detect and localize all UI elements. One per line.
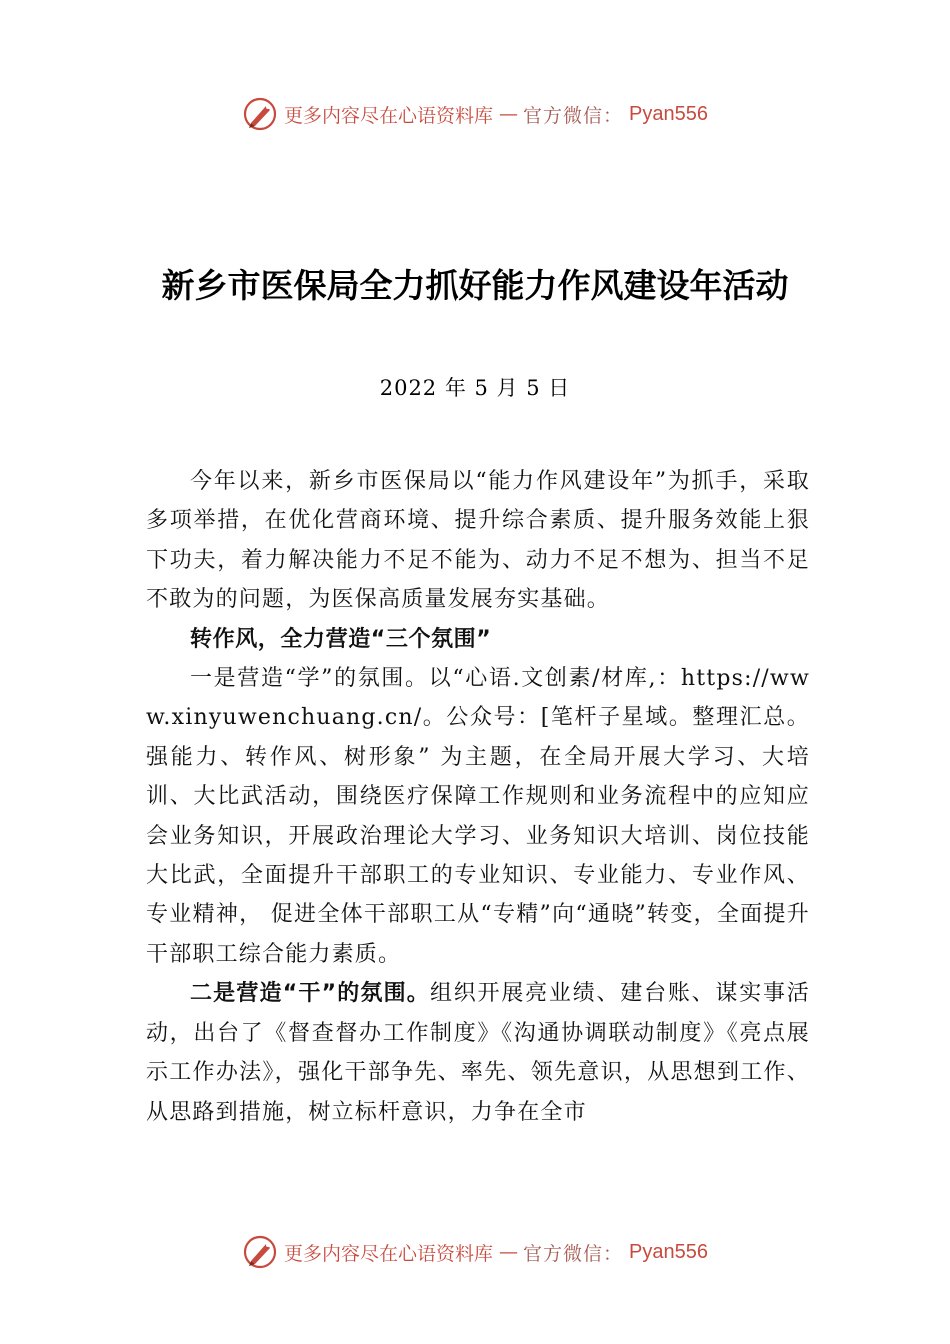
article-body — [146, 462, 810, 1132]
paragraph-work — [146, 974, 810, 1132]
paragraph-work-text: 组织开展亮业绩、建台账、谋实事活动，出台了《督查督办工作制度》《沟通协调联动制度》《亮点展示工作办法》，强化干部争先、率先、领先意识，从思想到工作、从思路到措施，树立标杆意识，力争在全市 — [146, 981, 810, 1125]
intro-paragraph: 今年以来，新乡市医保局以“能力作风建设年”为抓手，采取多项举措，在优化营商环境、提升综合素质、提升服务效能上狠下功夫，着力解决能力不足不能为、动力不足不想为、担当不足不敢为的问题，为医保高质量发展夯实基础。 — [146, 469, 810, 613]
watermark-wechat-id: Pyan556 — [629, 102, 708, 125]
pen-logo-icon — [242, 1234, 278, 1270]
footer-watermark — [0, 1232, 950, 1272]
watermark-text: 更多内容尽在心语资料库 — [284, 1242, 494, 1265]
article-title: 新乡市医保局全力抓好能力作风建设年活动 — [161, 266, 789, 305]
article-date: 2022 年 5 月 5 日 — [379, 376, 571, 400]
watermark-separator: — — [499, 1241, 518, 1263]
watermark-separator: — — [499, 103, 518, 125]
pen-logo-icon — [242, 96, 278, 132]
watermark-wechat-id: Pyan556 — [629, 1240, 708, 1263]
watermark-wechat-label: 官方微信： — [523, 1242, 624, 1265]
watermark-wechat-label: 官方微信： — [523, 104, 624, 127]
paragraph-work-lead: 二是营造“干”的氛围。 — [190, 981, 430, 1007]
watermark-text: 更多内容尽在心语资料库 — [284, 104, 494, 127]
section-heading: 转作风，全力营造“三个氛围” — [190, 626, 492, 652]
paragraph-study: 一是营造“学”的氛围。以“心语.文创素/材库,：https://www.xinyuwenchuang.cn/。公众号：[笔杆子星域。整理汇总。强能力、转作风、树形象” 为主题，在全局开展大学习、大培训、大比武活动，围绕医疗保障工作规则和业务流程中的应知应会业务知识，开展政治理论大学习、业务知识大培训、岗位技能大比武，全面提升干部职工的专业知识、专业能力、专业作风、专业精神， 促进全体干部职工从“专精”向“通晓”转变，全面提升干部职工综合能力素质。 — [146, 666, 810, 967]
header-watermark — [0, 94, 950, 134]
